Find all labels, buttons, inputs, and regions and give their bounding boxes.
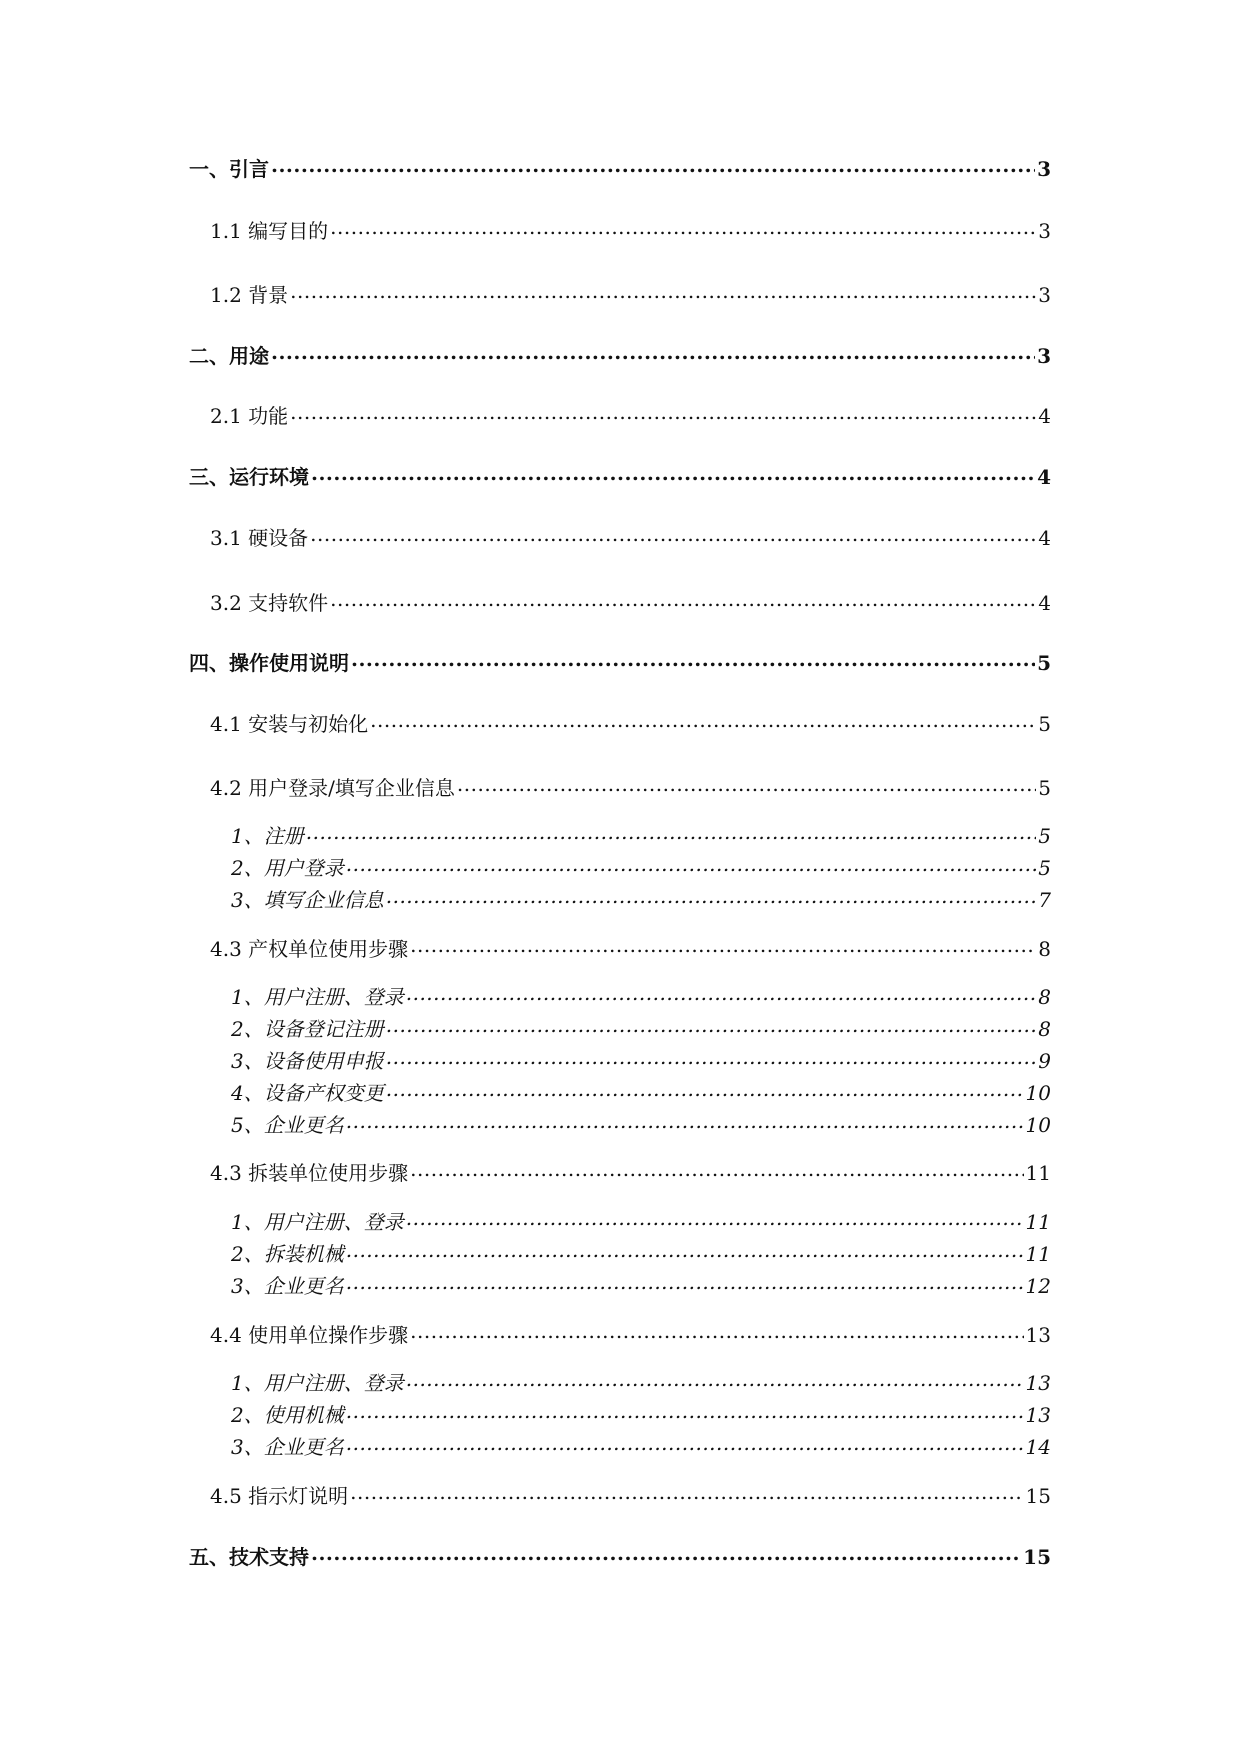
toc-entry-title: 4.3 产权单位使用步骤: [210, 937, 409, 961]
toc-entry-title: 五、技术支持: [189, 1545, 309, 1569]
toc-entry-item-4-4-3[interactable]: [231, 1434, 1051, 1457]
toc-entry-item-4-3a-5[interactable]: [231, 1112, 1051, 1135]
toc-entry-chapter-3[interactable]: [189, 464, 1051, 487]
toc-entry-chapter-2[interactable]: [189, 343, 1051, 366]
toc-entry-section-1-1[interactable]: [210, 218, 1051, 241]
toc-entry-title: 3、填写企业信息: [231, 888, 384, 912]
toc-entry-title: 3、企业更名: [231, 1274, 344, 1298]
toc-entry-page: 4: [1037, 465, 1051, 489]
toc-entry-title: 2、拆装机械: [231, 1242, 344, 1266]
toc-entry-page: 11: [1025, 1161, 1051, 1185]
toc-entry-title: 4.3 拆装单位使用步骤: [210, 1161, 409, 1185]
toc-entry-page: 8: [1038, 985, 1051, 1009]
dot-leader: [290, 403, 1036, 423]
toc-entry-title: 4.4 使用单位操作步骤: [210, 1323, 409, 1347]
toc-entry-title: 四、操作使用说明: [189, 651, 349, 675]
toc-entry-page: 12: [1025, 1274, 1051, 1298]
toc-entry-title: 1.2 背景: [210, 283, 289, 307]
toc-entry-title: 3.2 支持软件: [210, 591, 329, 615]
toc-entry-item-4-3a-3[interactable]: [231, 1048, 1051, 1071]
toc-entry-chapter-1[interactable]: [189, 156, 1051, 179]
toc-entry-item-4-4-1[interactable]: [231, 1370, 1051, 1393]
dot-leader: [386, 1016, 1037, 1036]
toc-entry-page: 5: [1037, 651, 1051, 675]
toc-entry-title: 1、用户注册、登录: [231, 985, 404, 1009]
toc-entry-page: 3: [1038, 283, 1051, 307]
toc-entry-page: 5: [1038, 824, 1051, 848]
dot-leader: [310, 525, 1036, 545]
toc-entry-item-4-2-2[interactable]: [231, 855, 1051, 878]
toc-entry-title: 4、设备产权变更: [231, 1081, 384, 1105]
toc-entry-section-2-1[interactable]: [210, 403, 1051, 426]
toc-entry-page: 13: [1025, 1371, 1051, 1395]
toc-entry-item-4-3a-4[interactable]: [231, 1080, 1051, 1103]
toc-entry-section-4-5[interactable]: [210, 1483, 1051, 1506]
toc-entry-page: 10: [1025, 1081, 1051, 1105]
toc-entry-item-4-3b-1[interactable]: [231, 1209, 1051, 1232]
toc-entry-item-4-4-2[interactable]: [231, 1402, 1051, 1425]
toc-entry-page: 4: [1038, 404, 1051, 428]
toc-entry-title: 3、设备使用申报: [231, 1049, 384, 1073]
toc-entry-page: 15: [1023, 1545, 1051, 1569]
toc-entry-section-4-2[interactable]: [210, 775, 1051, 798]
dot-leader: [386, 887, 1037, 907]
toc-entry-page: 10: [1025, 1113, 1051, 1137]
dot-leader: [346, 1112, 1024, 1132]
dot-leader: [370, 711, 1036, 731]
toc-entry-title: 5、企业更名: [231, 1113, 344, 1137]
toc-entry-item-4-3b-2[interactable]: [231, 1241, 1051, 1264]
toc-entry-page: 4: [1038, 526, 1051, 550]
dot-leader: [410, 1322, 1023, 1342]
toc-entry-title: 2、设备登记注册: [231, 1017, 384, 1041]
toc-entry-title: 1、注册: [231, 824, 304, 848]
toc-entry-section-4-3a[interactable]: [210, 936, 1051, 959]
toc-entry-section-4-3b[interactable]: [210, 1160, 1051, 1183]
dot-leader: [346, 1273, 1024, 1293]
dot-leader: [271, 343, 1035, 363]
toc-entry-section-3-2[interactable]: [210, 590, 1051, 613]
toc-entry-section-4-1[interactable]: [210, 711, 1051, 734]
toc-entry-page: 11: [1025, 1242, 1051, 1266]
toc-entry-title: 4.5 指示灯说明: [210, 1484, 349, 1508]
dot-leader: [346, 855, 1037, 875]
dot-leader: [406, 1209, 1024, 1229]
toc-entry-section-1-2[interactable]: [210, 282, 1051, 305]
toc-entry-page: 13: [1025, 1403, 1051, 1427]
dot-leader: [346, 1241, 1024, 1261]
toc-entry-title: 3、企业更名: [231, 1435, 344, 1459]
toc-entry-page: 8: [1038, 937, 1051, 961]
dot-leader: [406, 1370, 1024, 1390]
toc-entry-section-3-1[interactable]: [210, 525, 1051, 548]
dot-leader: [406, 984, 1037, 1004]
dot-leader: [311, 464, 1035, 484]
toc-entry-page: 5: [1038, 856, 1051, 880]
dot-leader: [306, 823, 1037, 843]
dot-leader: [290, 282, 1036, 302]
toc-entry-title: 1.1 编写目的: [210, 219, 329, 243]
toc-entry-page: 3: [1037, 157, 1051, 181]
toc-entry-page: 9: [1038, 1049, 1051, 1073]
toc-entry-page: 15: [1025, 1484, 1051, 1508]
toc-entry-title: 1、用户注册、登录: [231, 1210, 404, 1234]
toc-entry-page: 3: [1037, 344, 1051, 368]
toc-entry-title: 二、用途: [189, 344, 269, 368]
toc-entry-item-4-2-3[interactable]: [231, 887, 1051, 910]
toc-entry-title: 三、运行环境: [189, 465, 309, 489]
dot-leader: [350, 1483, 1023, 1503]
toc-entry-page: 4: [1038, 591, 1051, 615]
toc-entry-item-4-2-1[interactable]: [231, 823, 1051, 846]
dot-leader: [410, 936, 1036, 956]
dot-leader: [346, 1402, 1024, 1422]
toc-entry-title: 2、用户登录: [231, 856, 344, 880]
dot-leader: [330, 590, 1036, 610]
toc-entry-page: 5: [1038, 712, 1051, 736]
toc-entry-title: 一、引言: [189, 157, 269, 181]
toc-entry-title: 4.2 用户登录/填写企业信息: [210, 776, 455, 800]
dot-leader: [311, 1544, 1021, 1564]
toc-entry-title: 2、使用机械: [231, 1403, 344, 1427]
toc-entry-page: 3: [1038, 219, 1051, 243]
toc-entry-title: 4.1 安装与初始化: [210, 712, 369, 736]
dot-leader: [457, 775, 1036, 795]
toc-entry-page: 5: [1038, 776, 1051, 800]
toc-entry-item-4-3a-1[interactable]: [231, 984, 1051, 1007]
toc-entry-page: 13: [1025, 1323, 1051, 1347]
toc-entry-page: 14: [1025, 1435, 1051, 1459]
dot-leader: [346, 1434, 1024, 1454]
dot-leader: [386, 1048, 1037, 1068]
dot-leader: [386, 1080, 1024, 1100]
dot-leader: [410, 1160, 1023, 1180]
toc-entry-title: 3.1 硬设备: [210, 526, 309, 550]
toc-entry-title: 2.1 功能: [210, 404, 289, 428]
toc-entry-item-4-3a-2[interactable]: [231, 1016, 1051, 1039]
dot-leader: [351, 650, 1035, 670]
toc-entry-page: 8: [1038, 1017, 1051, 1041]
toc-entry-title: 1、用户注册、登录: [231, 1371, 404, 1395]
toc-entry-page: 11: [1025, 1210, 1051, 1234]
toc-entry-page: 7: [1038, 888, 1051, 912]
toc-entry-section-4-4[interactable]: [210, 1322, 1051, 1345]
dot-leader: [330, 218, 1036, 238]
toc-entry-item-4-3b-3[interactable]: [231, 1273, 1051, 1296]
dot-leader: [271, 156, 1035, 176]
toc-entry-chapter-5[interactable]: [189, 1544, 1051, 1567]
toc-entry-chapter-4[interactable]: [189, 650, 1051, 673]
